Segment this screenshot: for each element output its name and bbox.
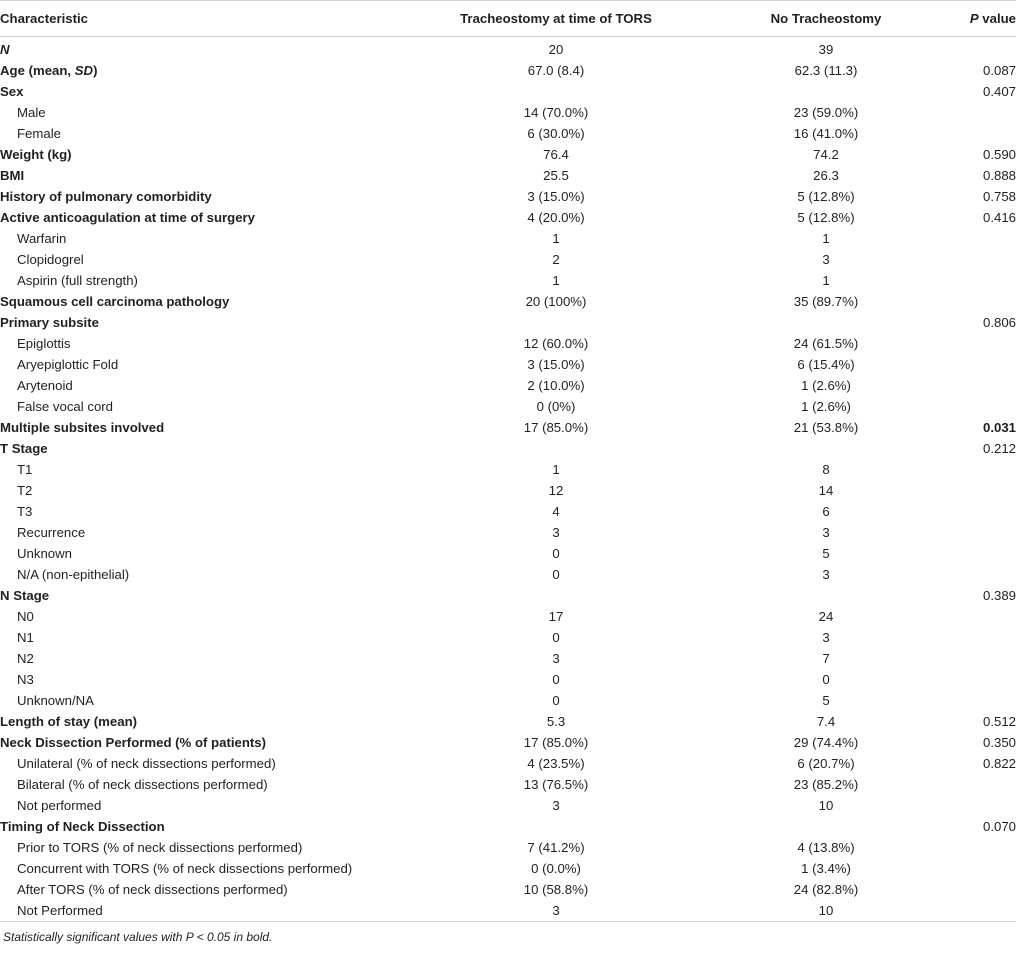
no-trach-value: 5 <box>822 692 830 708</box>
p-value: 0.070 <box>982 818 1016 834</box>
table-row <box>0 228 1016 249</box>
table-row <box>0 333 1016 354</box>
p-value <box>932 375 1016 396</box>
trach-value: 20 (100%) <box>525 293 587 309</box>
trach-value: 3 <box>552 524 560 540</box>
trach-value: 17 <box>548 608 564 624</box>
row-label: Not performed <box>17 797 102 813</box>
table-header-row <box>0 1 1016 37</box>
trach-value: 12 <box>548 482 564 498</box>
no-trach-value: 10 <box>818 797 834 813</box>
trach-value: 0 <box>552 545 560 561</box>
no-trach-value: 21 (53.8%) <box>793 419 859 435</box>
trach-value: 3 (15.0%) <box>527 356 585 372</box>
trach-value: 1 <box>552 272 560 288</box>
p-value: 0.822 <box>982 755 1016 771</box>
no-trach-value <box>720 585 932 606</box>
table-row <box>0 165 1016 186</box>
trach-value: 2 (10.0%) <box>527 377 585 393</box>
table-row <box>0 249 1016 270</box>
p-value <box>932 480 1016 501</box>
trach-value: 67.0 (8.4) <box>527 62 585 78</box>
row-label: Aryepiglottic Fold <box>17 356 119 372</box>
header-p-italic: P <box>969 11 979 26</box>
table-row <box>0 60 1016 81</box>
trach-value: 4 (20.0%) <box>527 209 585 225</box>
no-trach-value: 1 (2.6%) <box>801 377 851 393</box>
trach-value: 12 (60.0%) <box>523 335 589 351</box>
trach-value: 3 (15.0%) <box>527 188 585 204</box>
table-row <box>0 606 1016 627</box>
row-label-post: ) <box>93 62 98 78</box>
table-row <box>0 81 1016 102</box>
p-value <box>932 102 1016 123</box>
table-row <box>0 438 1016 459</box>
row-label: Warfarin <box>17 230 67 246</box>
row-label: T2 <box>17 482 33 498</box>
no-trach-value: 6 (15.4%) <box>797 356 855 372</box>
p-value <box>932 123 1016 144</box>
table-row <box>0 564 1016 585</box>
p-value <box>932 606 1016 627</box>
table-row <box>0 543 1016 564</box>
p-value <box>932 879 1016 900</box>
trach-value: 0 <box>552 566 560 582</box>
trach-value <box>392 312 720 333</box>
no-trach-value: 1 (3.4%) <box>801 860 851 876</box>
no-trach-value <box>720 438 932 459</box>
trach-value: 13 (76.5%) <box>523 776 589 792</box>
p-value: 0.087 <box>982 62 1016 78</box>
no-trach-value: 74.2 <box>813 146 839 162</box>
trach-value: 2 <box>552 251 560 267</box>
p-value <box>932 501 1016 522</box>
trach-value: 76.4 <box>543 146 569 162</box>
row-label: Epiglottis <box>17 335 71 351</box>
table-row <box>0 186 1016 207</box>
table-row <box>0 858 1016 879</box>
table-row <box>0 480 1016 501</box>
table-row <box>0 585 1016 606</box>
trach-value: 3 <box>552 797 560 813</box>
no-trach-value: 8 <box>822 461 830 477</box>
trach-value: 3 <box>552 650 560 666</box>
p-value: 0.758 <box>982 188 1016 204</box>
no-trach-value <box>720 312 932 333</box>
header-no-tracheostomy: No Tracheostomy <box>720 1 932 37</box>
row-label: Active anticoagulation at time of surgery <box>0 209 256 225</box>
p-value <box>932 249 1016 270</box>
row-label-italic: SD <box>74 62 94 78</box>
table-row <box>0 522 1016 543</box>
no-trach-value: 26.3 <box>813 167 839 183</box>
trach-value <box>392 816 720 837</box>
table-row <box>0 837 1016 858</box>
no-trach-value: 24 (61.5%) <box>793 335 859 351</box>
no-trach-value: 10 <box>720 900 932 922</box>
no-trach-value: 3 <box>822 566 830 582</box>
table-row <box>0 375 1016 396</box>
p-value <box>932 522 1016 543</box>
p-value <box>932 837 1016 858</box>
trach-value <box>392 438 720 459</box>
table-row <box>0 711 1016 732</box>
p-value <box>932 396 1016 417</box>
p-value <box>932 270 1016 291</box>
no-trach-value: 24 <box>818 608 834 624</box>
no-trach-value: 6 <box>822 503 830 519</box>
table-row <box>0 753 1016 774</box>
row-label: Timing of Neck Dissection <box>0 818 165 834</box>
p-value-significant: 0.031 <box>982 419 1016 435</box>
no-trach-value <box>720 816 932 837</box>
row-label: Primary subsite <box>0 314 99 330</box>
trach-value: 25.5 <box>543 167 569 183</box>
no-trach-value: 5 (12.8%) <box>797 209 855 225</box>
table-row <box>0 417 1016 438</box>
row-label: History of pulmonary comorbidity <box>0 188 212 204</box>
row-label: Unknown <box>17 545 72 561</box>
row-label-pre: Age (mean, <box>0 62 75 78</box>
row-label: After TORS (% of neck dissections performed) <box>17 881 288 897</box>
table-row <box>0 291 1016 312</box>
table-row <box>0 312 1016 333</box>
row-label: Recurrence <box>17 524 86 540</box>
no-trach-value: 23 (85.2%) <box>793 776 859 792</box>
row-label: Length of stay (mean) <box>0 713 138 729</box>
row-label: Prior to TORS (% of neck dissections performed) <box>17 839 303 855</box>
table-row <box>0 459 1016 480</box>
no-trach-value: 3 <box>822 251 830 267</box>
row-label: Male <box>17 104 46 120</box>
p-value <box>932 690 1016 711</box>
table-row <box>0 123 1016 144</box>
trach-value: 17 (85.0%) <box>523 734 589 750</box>
table-row <box>0 900 1016 922</box>
p-value <box>932 333 1016 354</box>
row-label: BMI <box>0 167 25 183</box>
header-p-rest: value <box>978 11 1016 26</box>
p-value <box>932 459 1016 480</box>
trach-value <box>392 81 720 102</box>
table-row <box>0 270 1016 291</box>
no-trach-value: 5 (12.8%) <box>797 188 855 204</box>
table-row <box>0 816 1016 837</box>
row-label: Weight (kg) <box>0 146 72 162</box>
table-row <box>0 648 1016 669</box>
row-label: N3 <box>17 671 34 687</box>
header-p-value <box>932 1 1016 37</box>
p-value: 0.350 <box>982 734 1016 750</box>
row-label: Concurrent with TORS (% of neck dissections performed) <box>17 860 353 876</box>
table-row <box>0 795 1016 816</box>
table-row <box>0 207 1016 228</box>
trach-value: 1 <box>552 461 560 477</box>
p-value <box>932 669 1016 690</box>
p-value: 0.389 <box>982 587 1016 603</box>
no-trach-value: 16 (41.0%) <box>793 125 859 141</box>
no-trach-value: 29 (74.4%) <box>793 734 859 750</box>
p-value <box>932 627 1016 648</box>
row-label: T Stage <box>0 440 48 456</box>
no-trach-value: 1 (2.6%) <box>801 398 851 414</box>
p-value: 0.512 <box>982 713 1016 729</box>
table-row <box>0 627 1016 648</box>
table-row <box>0 732 1016 753</box>
table-row <box>0 37 1016 61</box>
trach-value: 6 (30.0%) <box>527 125 585 141</box>
p-value <box>932 564 1016 585</box>
no-trach-value: 24 (82.8%) <box>793 881 859 897</box>
p-value <box>932 900 1016 922</box>
p-value <box>932 795 1016 816</box>
row-label: N0 <box>17 608 34 624</box>
trach-value: 7 (41.2%) <box>527 839 585 855</box>
row-label: Neck Dissection Performed (% of patients) <box>0 734 267 750</box>
row-label: N/A (non-epithelial) <box>17 566 130 582</box>
trach-value: 4 <box>552 503 560 519</box>
table-row <box>0 354 1016 375</box>
trach-value: 3 <box>392 900 720 922</box>
no-trach-value: 1 <box>822 230 830 246</box>
p-value: 0.806 <box>982 314 1016 330</box>
no-trach-value: 39 <box>818 41 834 57</box>
header-characteristic: Characteristic <box>0 1 392 37</box>
row-label: T1 <box>17 461 33 477</box>
trach-value: 0 <box>552 629 560 645</box>
no-trach-value: 35 (89.7%) <box>793 293 859 309</box>
no-trach-value: 3 <box>822 629 830 645</box>
trach-value: 20 <box>548 41 564 57</box>
trach-value: 17 (85.0%) <box>523 419 589 435</box>
row-label <box>0 60 392 81</box>
no-trach-value: 23 (59.0%) <box>793 104 859 120</box>
row-label: Female <box>17 125 61 141</box>
p-value <box>932 774 1016 795</box>
table-row <box>0 102 1016 123</box>
row-label: Sex <box>0 83 24 99</box>
trach-value <box>392 585 720 606</box>
trach-value: 14 (70.0%) <box>523 104 589 120</box>
p-value <box>932 858 1016 879</box>
row-label: Not Performed <box>0 900 392 922</box>
row-label: N1 <box>17 629 34 645</box>
trach-value: 4 (23.5%) <box>527 755 585 771</box>
table-row <box>0 690 1016 711</box>
no-trach-value: 6 (20.7%) <box>797 755 855 771</box>
p-value: 0.212 <box>982 440 1016 456</box>
row-label: Aspirin (full strength) <box>17 272 138 288</box>
p-value <box>932 291 1016 312</box>
p-value: 0.888 <box>982 167 1016 183</box>
no-trach-value: 3 <box>822 524 830 540</box>
row-label: Bilateral (% of neck dissections performed) <box>17 776 268 792</box>
table-footnote: Statistically significant values with P < 0.05 in bold. <box>3 930 273 944</box>
trach-value: 0 (0.0%) <box>531 860 581 876</box>
trach-value: 10 (58.8%) <box>523 881 589 897</box>
p-value <box>932 37 1016 61</box>
row-label: Squamous cell carcinoma pathology <box>0 293 230 309</box>
table-row <box>0 774 1016 795</box>
row-label: Multiple subsites involved <box>0 419 165 435</box>
p-value: 0.416 <box>982 209 1016 225</box>
table-row <box>0 144 1016 165</box>
no-trach-value: 1 <box>822 272 830 288</box>
trach-value: 0 <box>552 671 560 687</box>
p-value <box>932 648 1016 669</box>
row-label: N2 <box>17 650 34 666</box>
p-value: 0.407 <box>982 83 1016 99</box>
no-trach-value <box>720 81 932 102</box>
trach-value: 5.3 <box>546 713 566 729</box>
row-label: Unilateral (% of neck dissections performed) <box>17 755 276 771</box>
table-row <box>0 879 1016 900</box>
p-value <box>932 354 1016 375</box>
row-label: False vocal cord <box>17 398 114 414</box>
no-trach-value: 14 <box>818 482 834 498</box>
p-value: 0.590 <box>982 146 1016 162</box>
p-value <box>932 228 1016 249</box>
no-trach-value: 7.4 <box>816 713 836 729</box>
row-label: T3 <box>17 503 33 519</box>
row-label: Clopidogrel <box>17 251 84 267</box>
no-trach-value: 4 (13.8%) <box>797 839 855 855</box>
no-trach-value: 5 <box>822 545 830 561</box>
no-trach-value: 7 <box>822 650 830 666</box>
table-row <box>0 396 1016 417</box>
row-label: N Stage <box>0 587 50 603</box>
header-tracheostomy: Tracheostomy at time of TORS <box>392 1 720 37</box>
trach-value: 0 <box>552 692 560 708</box>
row-label: Unknown/NA <box>17 692 94 708</box>
row-label: Arytenoid <box>17 377 73 393</box>
trach-value: 0 (0%) <box>536 398 576 414</box>
row-label: N <box>0 41 10 57</box>
table-row <box>0 501 1016 522</box>
no-trach-value: 0 <box>822 671 830 687</box>
trach-value: 1 <box>552 230 560 246</box>
table-row <box>0 669 1016 690</box>
no-trach-value: 62.3 (11.3) <box>794 62 858 78</box>
p-value <box>932 543 1016 564</box>
